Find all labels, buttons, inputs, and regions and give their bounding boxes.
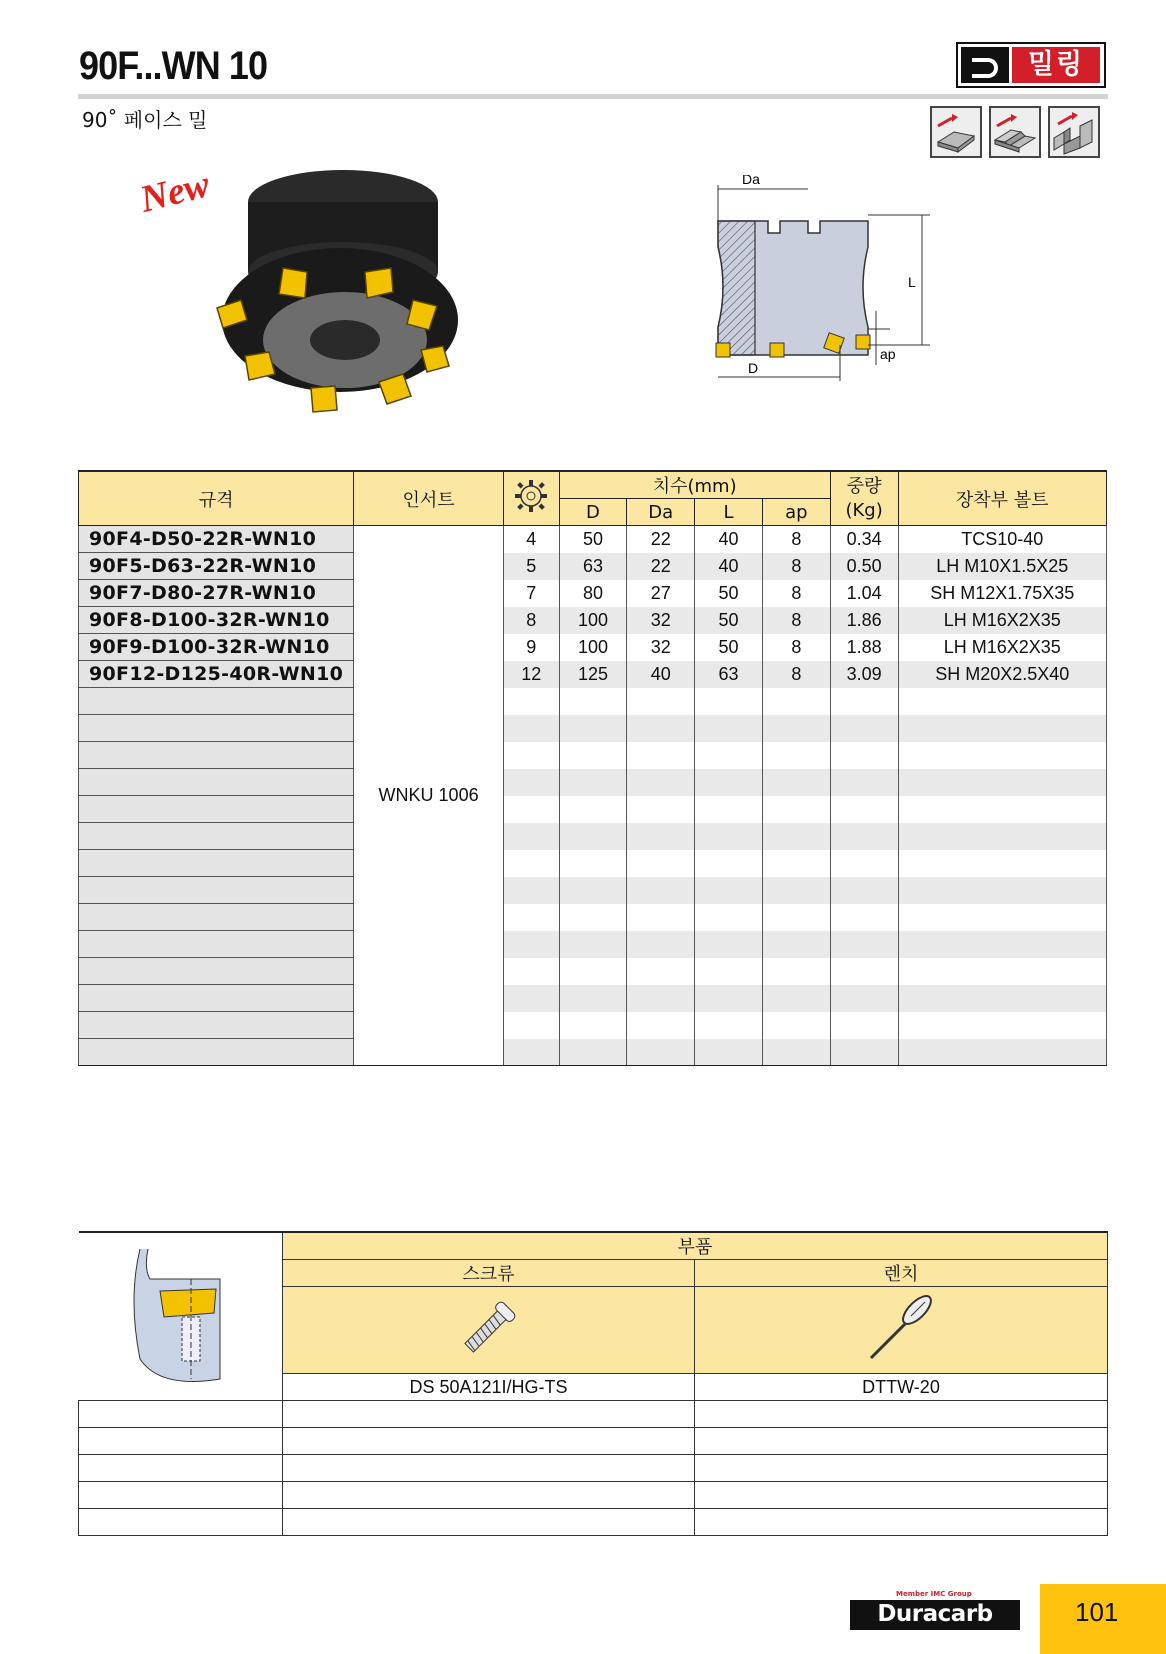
- Da-cell: 27: [627, 580, 695, 607]
- bolt-cell: SH M20X2.5X40: [898, 661, 1107, 688]
- kg-cell: [830, 823, 898, 850]
- model-cell: [79, 904, 354, 931]
- model-cell: [79, 1012, 354, 1039]
- kg-cell: [830, 1039, 898, 1066]
- Da-cell: [627, 850, 695, 877]
- z-cell: [503, 985, 559, 1012]
- ap-cell: [762, 823, 830, 850]
- D-cell: 80: [559, 580, 627, 607]
- slot-milling-icon: [1048, 106, 1100, 158]
- kg-cell: [830, 904, 898, 931]
- parts-empty-cell: [695, 1455, 1108, 1482]
- kg-cell: [830, 742, 898, 769]
- D-cell: [559, 931, 627, 958]
- Da-cell: [627, 688, 695, 715]
- Da-cell: [627, 877, 695, 904]
- d-logo-icon: [961, 47, 1009, 83]
- z-cell: [503, 688, 559, 715]
- L-cell: [695, 985, 763, 1012]
- table-row: [79, 823, 1107, 850]
- table-row: [79, 1012, 1107, 1039]
- model-cell: [79, 769, 354, 796]
- z-cell: 5: [503, 553, 559, 580]
- D-cell: [559, 823, 627, 850]
- parts-empty-cell: [283, 1428, 695, 1455]
- z-cell: [503, 769, 559, 796]
- title-rule: [78, 94, 1108, 99]
- model-cell: [79, 796, 354, 823]
- kg-cell: [830, 796, 898, 823]
- L-cell: 50: [695, 607, 763, 634]
- z-cell: [503, 931, 559, 958]
- Da-cell: 40: [627, 661, 695, 688]
- bolt-cell: [898, 1039, 1107, 1066]
- kg-cell: 1.88: [830, 634, 898, 661]
- model-cell: [79, 715, 354, 742]
- D-cell: [559, 715, 627, 742]
- bolt-cell: SH M12X1.75X35: [898, 580, 1107, 607]
- Da-cell: 22: [627, 526, 695, 553]
- insert-seat-image: [79, 1232, 283, 1401]
- ap-cell: 8: [762, 580, 830, 607]
- L-cell: [695, 904, 763, 931]
- kg-cell: 3.09: [830, 661, 898, 688]
- D-cell: 100: [559, 634, 627, 661]
- screw-part-number: DS 50A121I/HG-TS: [283, 1374, 695, 1401]
- table-row: [79, 607, 1107, 634]
- D-cell: 125: [559, 661, 627, 688]
- parts-table: [78, 1231, 1108, 1536]
- model-cell: 90F7-D80-27R-WN10: [79, 580, 354, 607]
- shoulder-milling-icon: [989, 106, 1041, 158]
- bolt-cell: [898, 850, 1107, 877]
- Da-cell: [627, 1039, 695, 1066]
- ap-cell: 8: [762, 634, 830, 661]
- ap-cell: [762, 1012, 830, 1039]
- spec-table: [78, 470, 1107, 1066]
- Da-cell: [627, 742, 695, 769]
- model-cell: [79, 1039, 354, 1066]
- screw-icon: [283, 1287, 695, 1374]
- face-milling-icon: [930, 106, 982, 158]
- parts-empty-cell: [283, 1455, 695, 1482]
- D-cell: 100: [559, 607, 627, 634]
- Da-cell: [627, 904, 695, 931]
- Da-cell: [627, 769, 695, 796]
- col-header-insert: 인서트: [354, 471, 504, 526]
- bolt-cell: TCS10-40: [898, 526, 1107, 553]
- col-header-weight: 중량 (Kg): [830, 471, 898, 526]
- z-cell: [503, 958, 559, 985]
- dim-label-l: L: [908, 274, 916, 290]
- bolt-cell: LH M16X2X35: [898, 607, 1107, 634]
- ap-cell: [762, 796, 830, 823]
- kg-cell: [830, 688, 898, 715]
- table-row: [79, 634, 1107, 661]
- L-cell: [695, 931, 763, 958]
- kg-cell: [830, 877, 898, 904]
- table-row: [79, 1039, 1107, 1066]
- bolt-cell: [898, 715, 1107, 742]
- badge-text: 밀링: [1012, 47, 1100, 83]
- D-cell: [559, 1039, 627, 1066]
- brand-sub: Member IMC Group: [896, 1590, 972, 1598]
- model-cell: [79, 877, 354, 904]
- Da-cell: [627, 985, 695, 1012]
- parts-empty-cell: [695, 1509, 1108, 1536]
- L-cell: 63: [695, 661, 763, 688]
- kg-cell: [830, 958, 898, 985]
- dim-label-ap: ap: [880, 346, 896, 362]
- Da-cell: [627, 823, 695, 850]
- parts-empty-cell: [79, 1482, 283, 1509]
- z-cell: [503, 796, 559, 823]
- z-cell: 4: [503, 526, 559, 553]
- bolt-cell: [898, 985, 1107, 1012]
- Da-cell: [627, 931, 695, 958]
- page-subtitle: 90˚ 페이스 밀: [82, 108, 208, 132]
- duracarb-logo: [850, 1590, 1020, 1630]
- table-row: [79, 580, 1107, 607]
- Da-cell: [627, 958, 695, 985]
- parts-empty-cell: [695, 1482, 1108, 1509]
- cutter-teeth-icon: [503, 471, 559, 526]
- D-cell: 50: [559, 526, 627, 553]
- screw-header: 스크류: [283, 1260, 695, 1287]
- bolt-cell: [898, 688, 1107, 715]
- L-cell: [695, 958, 763, 985]
- bolt-cell: [898, 877, 1107, 904]
- model-cell: [79, 850, 354, 877]
- Da-cell: 22: [627, 553, 695, 580]
- L-cell: [695, 850, 763, 877]
- table-row: [79, 742, 1107, 769]
- z-cell: [503, 823, 559, 850]
- kg-cell: 1.86: [830, 607, 898, 634]
- insert-cell: WNKU 1006: [354, 526, 504, 1066]
- Da-cell: [627, 796, 695, 823]
- L-cell: 50: [695, 634, 763, 661]
- kg-cell: 0.34: [830, 526, 898, 553]
- ap-cell: [762, 985, 830, 1012]
- wrench-part-number: DTTW-20: [695, 1374, 1108, 1401]
- L-cell: [695, 1039, 763, 1066]
- z-cell: [503, 904, 559, 931]
- ap-cell: [762, 715, 830, 742]
- ap-cell: [762, 1039, 830, 1066]
- bolt-cell: [898, 742, 1107, 769]
- table-row: [79, 931, 1107, 958]
- z-cell: [503, 715, 559, 742]
- parts-empty-cell: [695, 1428, 1108, 1455]
- z-cell: 7: [503, 580, 559, 607]
- ap-cell: [762, 904, 830, 931]
- model-cell: [79, 931, 354, 958]
- L-cell: [695, 796, 763, 823]
- ap-cell: [762, 958, 830, 985]
- face-mill-product-image: [215, 160, 475, 425]
- bolt-cell: [898, 796, 1107, 823]
- table-row: [79, 526, 1107, 553]
- D-cell: [559, 688, 627, 715]
- model-cell: 90F5-D63-22R-WN10: [79, 553, 354, 580]
- ap-cell: [762, 931, 830, 958]
- table-row: [79, 715, 1107, 742]
- D-cell: [559, 958, 627, 985]
- D-cell: [559, 769, 627, 796]
- L-cell: [695, 715, 763, 742]
- dimension-drawing: [700, 175, 1000, 410]
- parts-empty-cell: [79, 1455, 283, 1482]
- parts-empty-cell: [79, 1401, 283, 1428]
- ap-cell: [762, 850, 830, 877]
- table-row: [79, 796, 1107, 823]
- model-cell: 90F12-D125-40R-WN10: [79, 661, 354, 688]
- parts-header: 부품: [283, 1232, 1108, 1260]
- model-cell: [79, 823, 354, 850]
- z-cell: [503, 850, 559, 877]
- bolt-cell: [898, 769, 1107, 796]
- model-cell: 90F9-D100-32R-WN10: [79, 634, 354, 661]
- z-cell: 12: [503, 661, 559, 688]
- parts-empty-cell: [283, 1509, 695, 1536]
- kg-cell: [830, 931, 898, 958]
- bolt-cell: LH M10X1.5X25: [898, 553, 1107, 580]
- L-cell: [695, 688, 763, 715]
- L-cell: [695, 877, 763, 904]
- model-cell: 90F8-D100-32R-WN10: [79, 607, 354, 634]
- Da-cell: 32: [627, 634, 695, 661]
- L-cell: [695, 742, 763, 769]
- wrench-header: 렌치: [695, 1260, 1108, 1287]
- table-row: [79, 661, 1107, 688]
- ap-cell: 8: [762, 607, 830, 634]
- L-cell: [695, 769, 763, 796]
- table-row: [79, 985, 1107, 1012]
- kg-cell: [830, 769, 898, 796]
- table-row: [79, 688, 1107, 715]
- kg-cell: [830, 985, 898, 1012]
- L-cell: [695, 823, 763, 850]
- D-cell: [559, 1012, 627, 1039]
- ap-cell: [762, 877, 830, 904]
- D-cell: [559, 985, 627, 1012]
- z-cell: [503, 877, 559, 904]
- model-cell: [79, 688, 354, 715]
- model-cell: [79, 985, 354, 1012]
- kg-cell: [830, 715, 898, 742]
- ap-cell: 8: [762, 661, 830, 688]
- ap-cell: [762, 769, 830, 796]
- parts-empty-cell: [283, 1482, 695, 1509]
- bolt-cell: [898, 904, 1107, 931]
- wrench-icon: [695, 1287, 1108, 1374]
- z-cell: [503, 742, 559, 769]
- col-header-model: 규격: [79, 471, 354, 526]
- col-header-l: L: [695, 499, 763, 526]
- col-header-dims: 치수(mm): [559, 471, 830, 499]
- parts-empty-cell: [283, 1401, 695, 1428]
- model-cell: [79, 958, 354, 985]
- table-row: [79, 850, 1107, 877]
- new-label: New: [135, 163, 214, 221]
- D-cell: [559, 796, 627, 823]
- table-row: [79, 904, 1107, 931]
- table-row: [79, 553, 1107, 580]
- kg-cell: [830, 1012, 898, 1039]
- Da-cell: [627, 715, 695, 742]
- ap-cell: 8: [762, 526, 830, 553]
- bolt-cell: [898, 1012, 1107, 1039]
- D-cell: 63: [559, 553, 627, 580]
- table-row: [79, 958, 1107, 985]
- model-cell: [79, 742, 354, 769]
- L-cell: 40: [695, 526, 763, 553]
- kg-cell: 0.50: [830, 553, 898, 580]
- col-header-d: D: [559, 499, 627, 526]
- L-cell: 50: [695, 580, 763, 607]
- parts-empty-cell: [695, 1401, 1108, 1428]
- D-cell: [559, 877, 627, 904]
- L-cell: 40: [695, 553, 763, 580]
- z-cell: [503, 1012, 559, 1039]
- col-header-bolt: 장착부 볼트: [898, 471, 1107, 526]
- bolt-cell: LH M16X2X35: [898, 634, 1107, 661]
- table-row: [79, 769, 1107, 796]
- dim-label-da: Da: [742, 175, 760, 187]
- z-cell: 8: [503, 607, 559, 634]
- Da-cell: 32: [627, 607, 695, 634]
- page-title: 90F...WN 10: [79, 44, 268, 88]
- kg-cell: [830, 850, 898, 877]
- table-row: [79, 877, 1107, 904]
- bolt-cell: [898, 823, 1107, 850]
- L-cell: [695, 1012, 763, 1039]
- col-header-da: Da: [627, 499, 695, 526]
- ap-cell: [762, 688, 830, 715]
- bolt-cell: [898, 958, 1107, 985]
- page-number: 101: [1075, 1597, 1119, 1627]
- bolt-cell: [898, 931, 1107, 958]
- Da-cell: [627, 1012, 695, 1039]
- kg-cell: 1.04: [830, 580, 898, 607]
- z-cell: 9: [503, 634, 559, 661]
- D-cell: [559, 904, 627, 931]
- D-cell: [559, 850, 627, 877]
- parts-empty-cell: [79, 1509, 283, 1536]
- dim-label-d: D: [748, 360, 759, 376]
- ap-cell: [762, 742, 830, 769]
- D-cell: [559, 742, 627, 769]
- model-cell: 90F4-D50-22R-WN10: [79, 526, 354, 553]
- brand-name: Duracarb: [877, 1601, 993, 1627]
- col-header-ap: ap: [762, 499, 830, 526]
- ap-cell: 8: [762, 553, 830, 580]
- z-cell: [503, 1039, 559, 1066]
- parts-empty-cell: [79, 1428, 283, 1455]
- milling-category-badge: [956, 42, 1106, 88]
